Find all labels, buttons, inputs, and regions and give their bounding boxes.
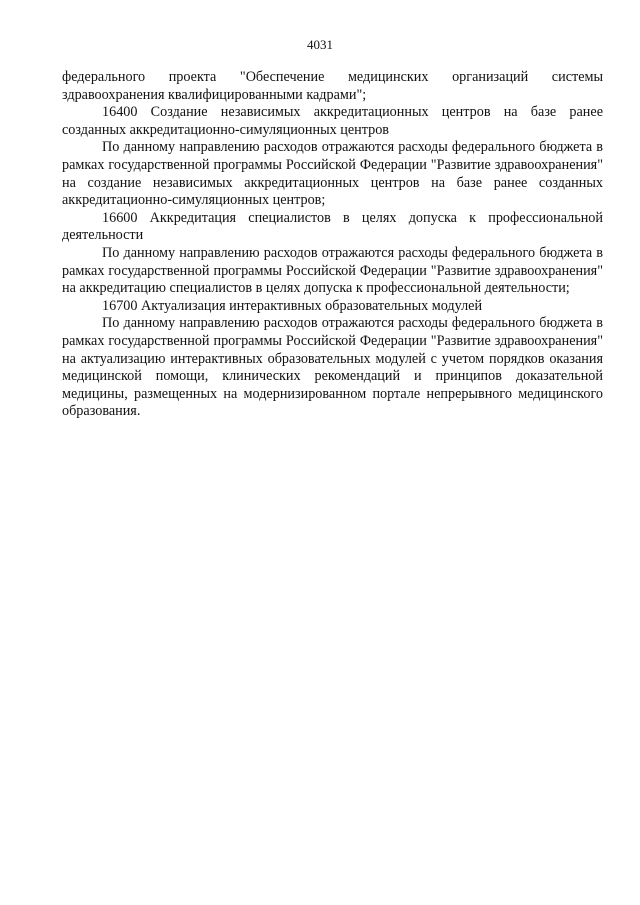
page-number: 4031 (307, 37, 333, 52)
paragraph-code-16600-description: По данному направлению расходов отражаются расходы федерального бюджета в рамках государственной программы Российской Федерации "Развитие здравоохранения" на аккредитацию специалистов в целях допуска к профессиональной деятельности; (62, 244, 603, 297)
paragraph-code-16700-description: По данному направлению расходов отражаются расходы федерального бюджета в рамках государственной программы Российской Федерации "Развитие здравоохранения" на актуализацию интерактивных образовательных модулей с учетом порядков оказания медицинской помощи, клинических рекомендаций и принципов доказательной медицины, размещенных на модернизированном портале непрерывного медицинского образования. (62, 315, 603, 420)
paragraph-continuation: федерального проекта "Обеспечение медицинских организаций системы здравоохранения квалифицированными кадрами"; (62, 69, 603, 103)
document-body (62, 69, 603, 421)
paragraph-code-16700-heading: 16700 Актуализация интерактивных образовательных модулей (102, 297, 483, 314)
paragraph-code-16400-description: По данному направлению расходов отражаются расходы федерального бюджета в рамках государственной программы Российской Федерации "Развитие здравоохранения" на создание независимых аккредитационных центров на базе ранее созданных аккредитационно-симуляционных центров; (62, 139, 603, 209)
paragraph-code-16600-heading: 16600 Аккредитация специалистов в целях допуска к профессиональной деятельности (62, 209, 603, 244)
paragraph-code-16400-heading: 16400 Создание независимых аккредитационных центров на базе ранее созданных аккредитационно-симуляционных центров (62, 104, 603, 138)
